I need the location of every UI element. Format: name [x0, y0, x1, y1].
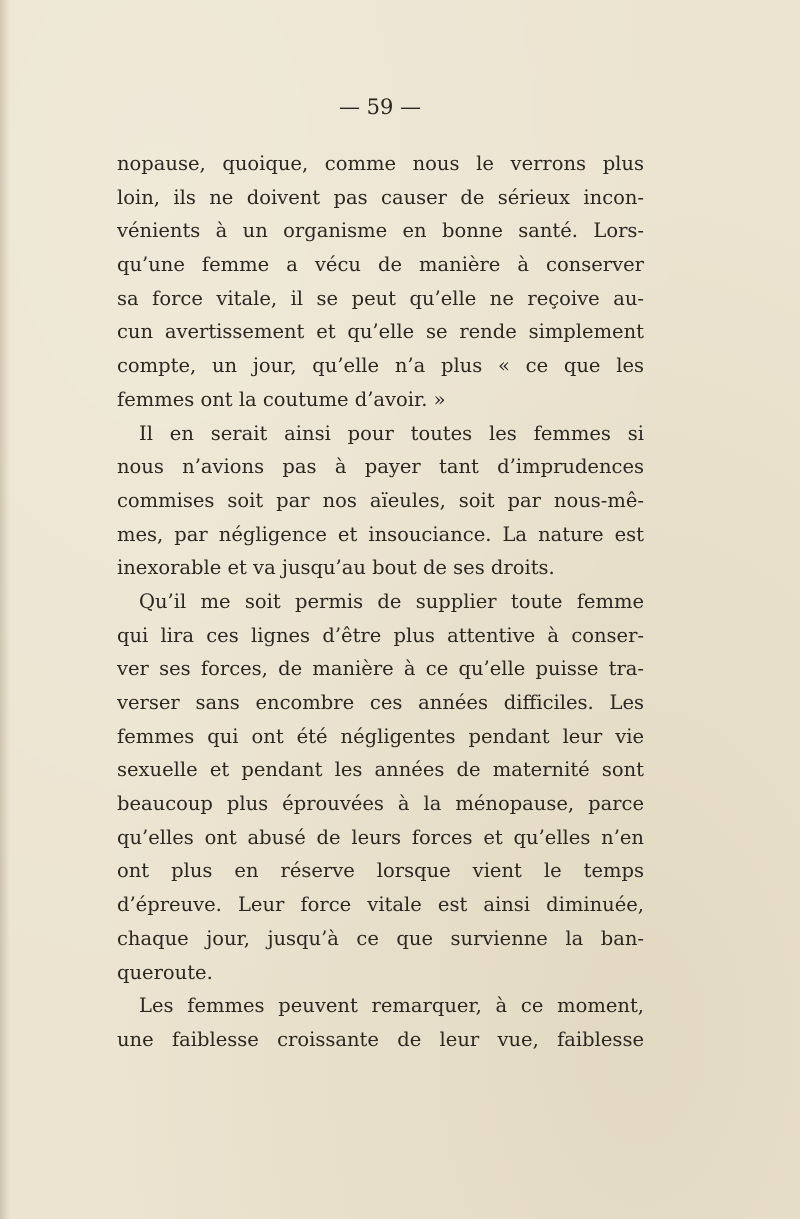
text-line: ont plus en réserve lorsque vient le temps: [117, 859, 644, 883]
text-line: loin, ils ne doivent pas causer de sérieux incon-: [117, 185, 644, 209]
page-edge-shadow: [0, 0, 10, 1219]
text-line: sa force vitale, il se peut qu’elle ne reçoive au-: [117, 286, 644, 310]
text-line: Il en serait ainsi pour toutes les femmes si: [139, 421, 644, 445]
text-line: queroute.: [117, 960, 213, 984]
text-line: commises soit par nos aïeules, soit par nous-mê-: [117, 488, 644, 512]
page-number: — 59 —: [338, 95, 422, 119]
text-line: beaucoup plus éprouvées à la ménopause, parce: [117, 792, 644, 816]
text-line: qu’elles ont abusé de leurs forces et qu’elles n’en: [117, 825, 644, 849]
text-line: qui lira ces lignes d’être plus attentive à conser-: [117, 623, 644, 647]
text-line: mes, par négligence et insouciance. La nature est: [117, 522, 644, 546]
text-line: ver ses forces, de manière à ce qu’elle puisse tra-: [117, 657, 644, 681]
text-line: d’épreuve. Leur force vitale est ainsi diminuée,: [117, 893, 644, 917]
text-line: une faiblesse croissante de leur vue, faiblesse: [117, 1027, 644, 1051]
text-line: nopause, quoique, comme nous le verrons plus: [117, 152, 644, 175]
text-line: qu’une femme a vécu de manière à conserver: [117, 253, 644, 277]
text-line: sexuelle et pendant les années de maternité sont: [117, 758, 644, 782]
text-line: nous n’avions pas à payer tant d’imprudences: [117, 455, 644, 479]
text-line: vénients à un organisme en bonne santé. Lors-: [117, 219, 644, 243]
body-text: [117, 147, 644, 1057]
text-line: femmes ont la coutume d’avoir. »: [117, 387, 446, 411]
text-line: Les femmes peuvent remarquer, à ce moment,: [139, 994, 644, 1018]
text-line: inexorable et va jusqu’au bout de ses droits.: [117, 556, 555, 580]
text-line: compte, un jour, qu’elle n’a plus « ce que les: [117, 354, 644, 378]
text-line: chaque jour, jusqu’à ce que survienne la ban-: [117, 926, 644, 950]
text-line: Qu’il me soit permis de supplier toute femme: [139, 589, 644, 613]
text-line: verser sans encombre ces années difficiles. Les: [117, 691, 644, 714]
text-line: cun avertissement et qu’elle se rende simplement: [117, 320, 644, 344]
text-line: femmes qui ont été négligentes pendant leur vie: [117, 724, 644, 748]
